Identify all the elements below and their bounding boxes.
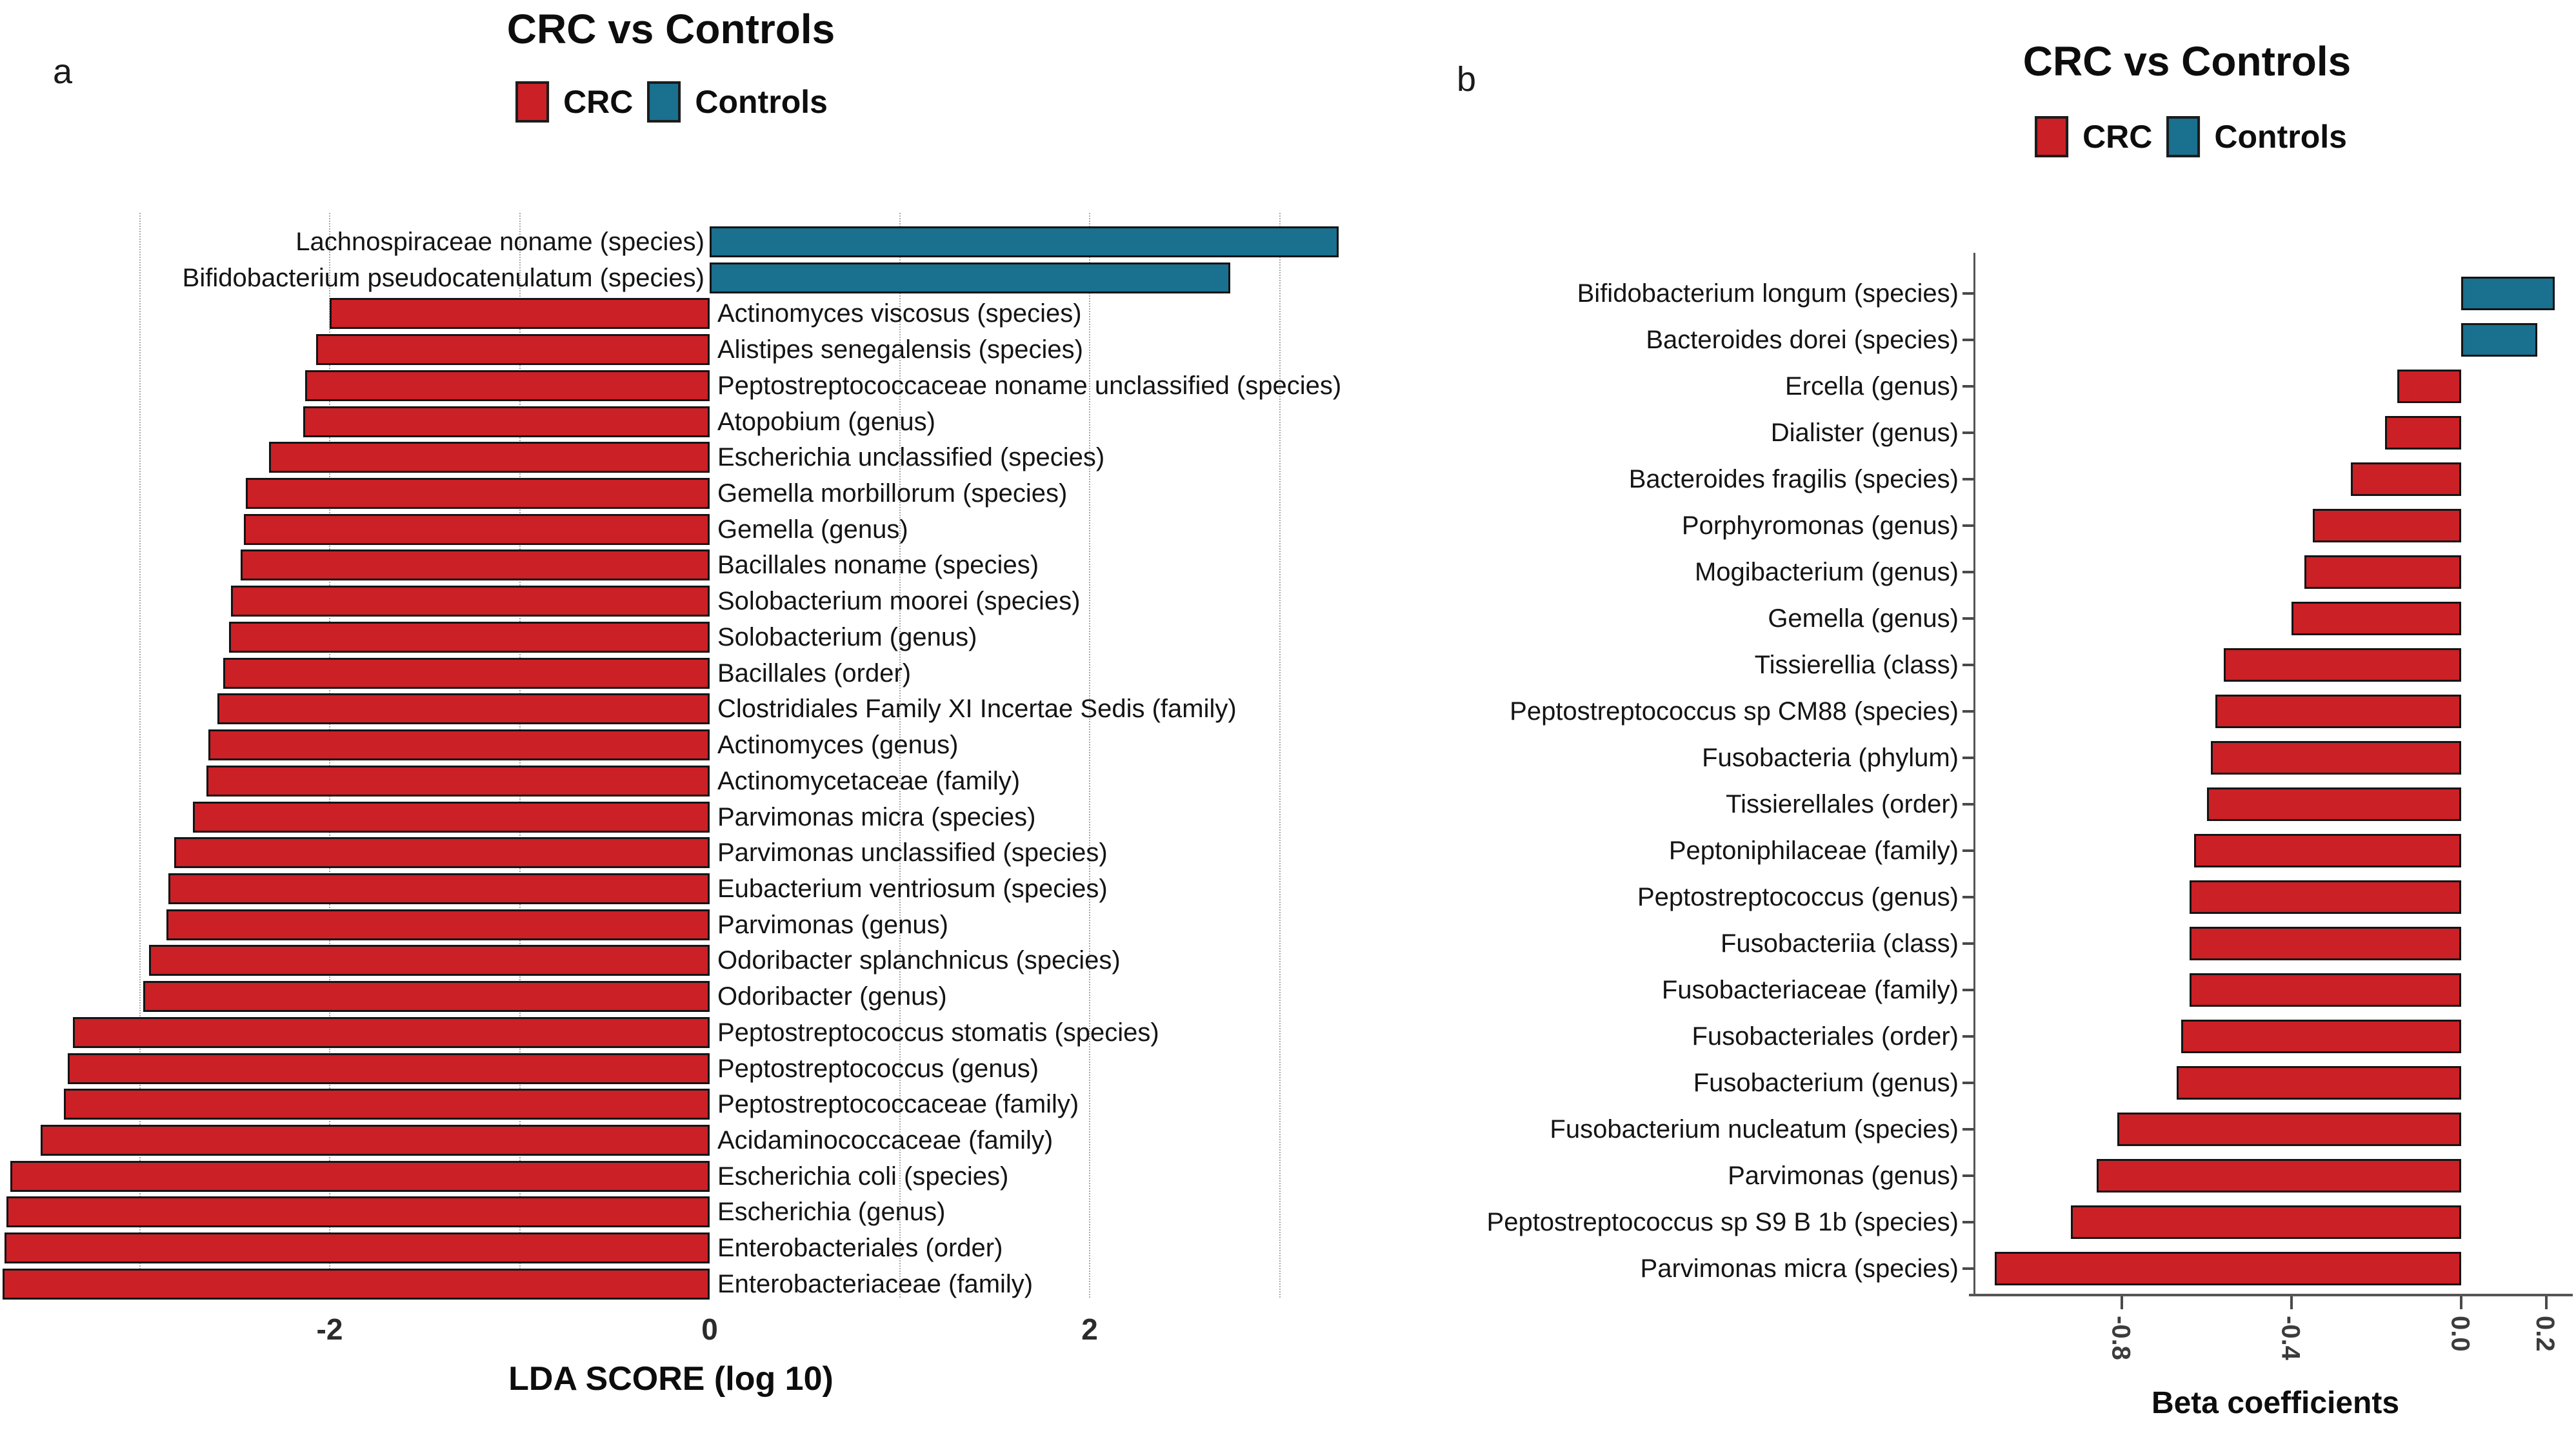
y-tick-mark (1962, 292, 1974, 295)
bar (2313, 509, 2461, 542)
bar-label: Tissierellales (order) (1726, 790, 1959, 818)
y-tick-mark (1962, 849, 1974, 852)
bar (316, 334, 710, 365)
y-tick-mark (1962, 664, 1974, 666)
bar (2385, 416, 2461, 450)
bar (246, 478, 710, 509)
bar-label: Tissierellia (class) (1754, 651, 1959, 679)
bar (2190, 927, 2461, 960)
bar-label: Bacteroides fragilis (species) (1628, 465, 1959, 493)
bar (193, 802, 710, 833)
bar (269, 442, 710, 473)
y-tick-mark (1962, 989, 1974, 991)
bar (217, 693, 710, 724)
y-tick-mark (1962, 339, 1974, 341)
bar (2207, 787, 2462, 821)
bar-label: Peptostreptococcus stomatis (species) (717, 1018, 1159, 1047)
bar (2291, 602, 2461, 635)
bar-label: Bacteroides dorei (species) (1646, 326, 1959, 354)
bar-label: Parvimonas (genus) (717, 910, 948, 939)
legend-swatch-controls (2166, 116, 2200, 157)
bar-label: Escherichia unclassified (species) (717, 443, 1105, 472)
bar (174, 837, 710, 868)
y-tick-mark (1962, 1221, 1974, 1223)
bar-label: Dialister (genus) (1770, 419, 1959, 447)
bar-label: Parvimonas (genus) (1728, 1162, 1959, 1190)
x-axis-line (1969, 1294, 2573, 1296)
bar (305, 370, 710, 401)
panel-b-legend (2035, 116, 2347, 157)
bar-label: Odoribacter (genus) (717, 982, 947, 1011)
bar-label: Clostridiales Family XI Incertae Sedis (family) (717, 695, 1237, 724)
panel-a-title: CRC vs Controls (506, 6, 835, 52)
bar-label: Fusobacteriales (order) (1692, 1022, 1959, 1051)
bar-label: Porphyromonas (genus) (1681, 511, 1959, 540)
bar-label: Fusobacteriaceae (family) (1661, 976, 1959, 1004)
bar (2177, 1066, 2461, 1100)
bar (244, 514, 710, 545)
bar (166, 909, 710, 940)
y-tick-mark (1962, 617, 1974, 620)
y-tick-mark (1962, 710, 1974, 713)
bar (168, 873, 710, 904)
bar-label: Acidaminococcaceae (family) (717, 1126, 1053, 1154)
bar-label: Atopobium (genus) (717, 407, 935, 436)
y-axis-line (1973, 253, 1975, 1295)
bar-label: Peptostreptococcus sp S9 B 1b (species) (1486, 1208, 1959, 1236)
bar (241, 549, 710, 580)
bar-label: Odoribacter splanchnicus (species) (717, 946, 1121, 975)
bar (208, 729, 710, 760)
legend-swatch-crc (2035, 116, 2068, 157)
bar (1995, 1252, 2461, 1285)
legend-swatch-controls (647, 81, 681, 123)
panel-b-x-axis-title: Beta coefficients (2151, 1386, 2400, 1420)
y-tick-mark (1962, 1128, 1974, 1131)
bar-label: Bacillales (order) (717, 658, 912, 688)
bar-label: Gemella morbillorum (species) (717, 479, 1068, 508)
x-tick-label: -0.4 (2276, 1316, 2305, 1360)
bar (206, 766, 710, 797)
x-tick-mark (2545, 1296, 2548, 1309)
panel-a-x-axis-title: LDA SCORE (log 10) (508, 1360, 834, 1398)
bar-label: Peptostreptococcaceae noname unclassified (species) (717, 371, 1342, 400)
y-tick-mark (1962, 431, 1974, 434)
legend-label-controls: Controls (695, 84, 828, 120)
panel-b-letter: b (1457, 60, 1477, 99)
bar (330, 298, 710, 329)
bar-label: Bifidobacterium pseudocatenulatum (species) (182, 263, 704, 292)
legend-label-crc: CRC (563, 84, 634, 120)
y-tick-mark (1962, 1082, 1974, 1084)
bar-label: Peptostreptococcus sp CM88 (species) (1510, 697, 1959, 726)
bar-label: Alistipes senegalensis (species) (717, 335, 1083, 364)
x-tick-mark (2121, 1296, 2123, 1309)
bar (2181, 1020, 2461, 1053)
x-tick-label: 0 (701, 1312, 718, 1346)
x-tick-mark (2460, 1296, 2462, 1309)
bar-label: Actinomyces viscosus (species) (717, 299, 1082, 328)
bar-label: Fusobacterium nucleatum (species) (1550, 1115, 1959, 1143)
x-tick-label: 2 (1081, 1312, 1098, 1346)
x-tick-label: -2 (316, 1312, 343, 1346)
bar (2351, 462, 2461, 496)
bar-label: Parvimonas unclassified (species) (717, 838, 1108, 867)
bar-label: Peptostreptococcaceae (family) (717, 1090, 1079, 1119)
bar-label: Gemella (genus) (717, 515, 908, 544)
bar-label: Escherichia coli (species) (717, 1162, 1009, 1191)
bar (2071, 1205, 2461, 1239)
bar (231, 586, 710, 617)
y-tick-mark (1962, 803, 1974, 806)
bar-label: Bacillales noname (species) (717, 551, 1039, 580)
y-tick-mark (1962, 757, 1974, 759)
y-tick-mark (1962, 385, 1974, 388)
bar (2304, 555, 2461, 589)
bar (2461, 323, 2537, 357)
bar (2215, 695, 2461, 728)
bar (2461, 277, 2555, 310)
bar-label: Fusobacteria (phylum) (1702, 744, 1959, 772)
panel-a-letter: a (53, 52, 73, 91)
legend-swatch-crc (515, 81, 549, 123)
bar (149, 945, 710, 976)
bar (6, 1196, 710, 1227)
x-tick-label: -0.8 (2106, 1316, 2135, 1360)
panel-b-title: CRC vs Controls (2022, 38, 2351, 84)
legend-label-crc: CRC (2082, 119, 2153, 155)
bar-label: Peptoniphilaceae (family) (1668, 836, 1959, 865)
bar (143, 981, 710, 1012)
bar (223, 658, 710, 689)
bar-label: Parvimonas micra (species) (717, 802, 1036, 831)
bar-label: Actinomyces (genus) (717, 731, 959, 760)
y-tick-mark (1962, 571, 1974, 573)
bar-label: Peptostreptococcus (genus) (717, 1054, 1039, 1083)
bar-label: Enterobacteriaceae (family) (717, 1269, 1033, 1298)
panel-a-legend (515, 81, 828, 123)
bar (73, 1017, 710, 1048)
y-tick-mark (1962, 1267, 1974, 1270)
bar-label: Ercella (genus) (1784, 372, 1959, 401)
bar (2097, 1159, 2461, 1193)
bar (2397, 370, 2461, 403)
y-tick-mark (1962, 524, 1974, 527)
bar (229, 622, 710, 653)
bar-label: Peptostreptococcus (genus) (1637, 883, 1959, 911)
bar (2224, 648, 2461, 682)
bar (64, 1089, 710, 1120)
bar-label: Fusobacteriia (class) (1720, 929, 1959, 958)
bar (41, 1125, 710, 1156)
bar (3, 1269, 710, 1300)
bar (2190, 973, 2461, 1007)
bar (710, 226, 1339, 257)
bar (2194, 834, 2461, 867)
bar-label: Enterobacteriales (order) (717, 1234, 1003, 1263)
bar-label: Parvimonas micra (species) (1640, 1254, 1959, 1283)
x-tick-label: 0.2 (2531, 1316, 2560, 1352)
bar-label: Fusobacterium (genus) (1693, 1069, 1959, 1097)
bar-label: Lachnospiraceae noname (species) (295, 228, 704, 256)
y-tick-mark (1962, 896, 1974, 898)
bar (5, 1232, 710, 1263)
y-tick-mark (1962, 478, 1974, 480)
bar-label: Gemella (genus) (1768, 604, 1959, 633)
bar (710, 262, 1230, 293)
y-tick-mark (1962, 1035, 1974, 1038)
bar-label: Bifidobacterium longum (species) (1577, 279, 1959, 308)
bar (2211, 741, 2461, 775)
x-tick-label: 0.0 (2446, 1316, 2475, 1352)
bar-label: Solobacterium (genus) (717, 622, 977, 651)
legend-label-controls: Controls (2214, 119, 2347, 155)
y-tick-mark (1962, 1174, 1974, 1177)
bar-label: Actinomycetaceae (family) (717, 766, 1021, 795)
x-tick-mark (2290, 1296, 2293, 1309)
bar (303, 406, 710, 437)
bar-label: Eubacterium ventriosum (species) (717, 874, 1108, 903)
bar (2117, 1113, 2461, 1146)
bar (10, 1161, 710, 1192)
bar-label: Escherichia (genus) (717, 1198, 946, 1227)
bar-label: Mogibacterium (genus) (1694, 558, 1959, 586)
bar (68, 1053, 710, 1084)
y-tick-mark (1962, 942, 1974, 945)
bar-label: Solobacterium moorei (species) (717, 587, 1081, 616)
bar (2190, 880, 2461, 914)
